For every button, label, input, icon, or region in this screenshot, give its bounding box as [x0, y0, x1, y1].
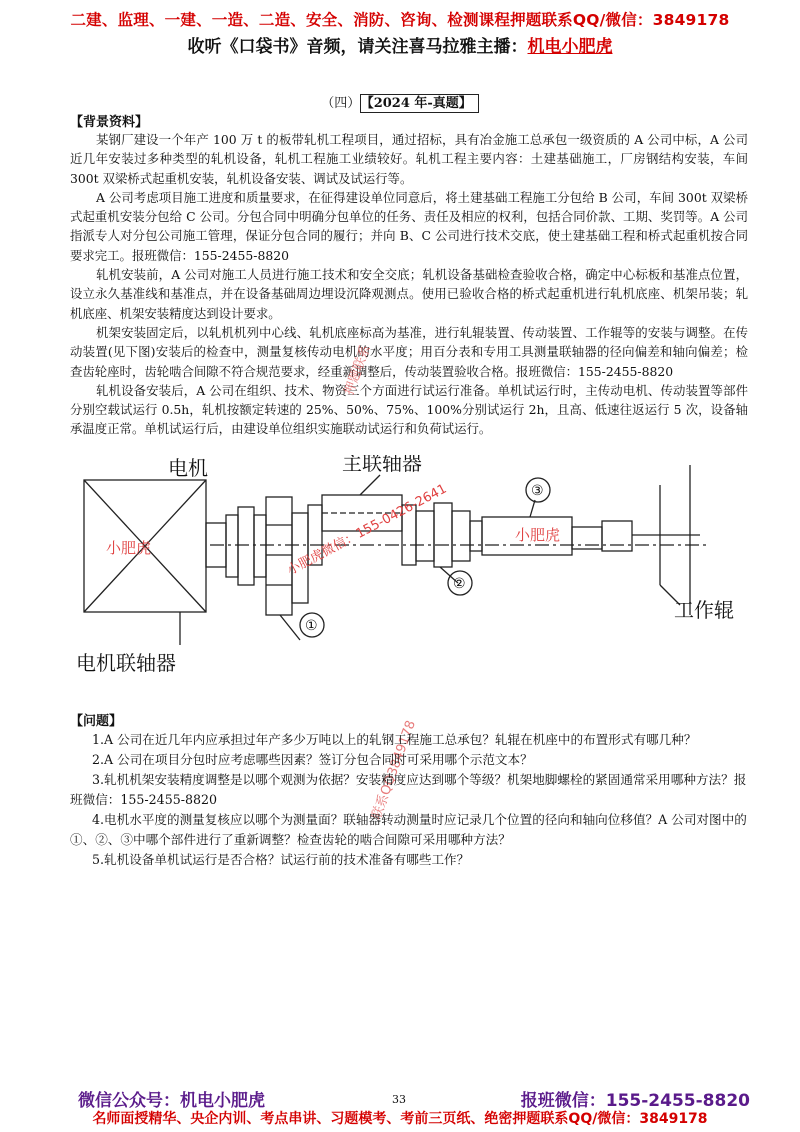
watermark-diagonal: 押题联系	[341, 343, 374, 398]
footer-promo-line: 名师面授精华、央企内训、考点串讲、习题模考、考前三页纸、绝密押题联系QQ/微信：3849178	[92, 1111, 708, 1127]
label-motor: 电机	[168, 456, 208, 480]
label-main-coupling: 主联轴器	[342, 455, 422, 475]
background-paragraph: A 公司考虑项目施工进度和质量要求，在征得建设单位同意后，将土建基础工程施工分包给 B 公司，车间 300t 双梁桥式起重机安装分包给 C 公司。分包合同中明确分包单位的任务、责任及相应的权利，包括合同价款、工期、奖罚等。A 公司指派专人对分包公司施工管理，保证分包合同的履行；并向 B、C 公司进行技术交底，使土建基础工程和桥式起重机按合同要求完工。报班微信：155-2455-8820	[70, 189, 748, 263]
page-number: 33	[392, 1093, 406, 1106]
transmission-diagram-svg	[60, 455, 750, 695]
section-title	[0, 92, 800, 111]
question-item: 3.轧机机架安装精度调整是以哪个观测为依据？安装精度应达到哪个等级？机架地脚螺栓的紧固通常采用哪种方法？报班微信：155-2455-8820	[70, 772, 747, 807]
questions-heading: 【问题】	[70, 714, 123, 729]
footer-enroll-wechat: 报班微信：155-2455-8820	[520, 1091, 750, 1111]
questions-list	[70, 730, 756, 870]
label-circle-2: ②	[453, 576, 466, 592]
footer-wechat-account: 微信公众号：机电小肥虎	[78, 1091, 265, 1111]
background-paragraph: 轧机安装前，A 公司对施工人员进行施工技术和安全交底；轧机设备基础检查验收合格，确定中心标板和基准点位置，设立永久基准线和基准点，并在设备基础周边埋设沉降观测点。使用已验收合格的桥式起重机进行轧机底座、机架吊装；轧机底座、机架安装精度达到设计要求。	[70, 267, 748, 321]
label-circle-3: ③	[531, 483, 544, 499]
watermark-diagram-left: 小肥虎	[106, 539, 152, 557]
header-promo-line: 二建、监理、一建、一造、二造、安全、消防、咨询、检测课程押题联系QQ/微信：3849178	[70, 11, 730, 29]
background-body	[70, 130, 748, 439]
header-subtitle	[0, 32, 800, 57]
section-year-badge: 【2024 年-真题】	[360, 94, 479, 113]
gear-seat-1	[266, 497, 292, 615]
transmission-diagram	[60, 455, 750, 695]
section-prefix: （四）	[321, 96, 361, 111]
background-paragraph: 某钢厂建设一个年产 100 万 t 的板带轧机工程项目，通过招标，具有冶金施工总承包一级资质的 A 公司中标，A 公司近几年安装过多种类型的轧机设备，轧机工程施工业绩较好。轧机工程主要内容：土建基础施工，厂房钢结构安装，车间 300t 双梁桥式起重机安装，轧机设备安装、调试及试运行等。	[70, 132, 748, 186]
question-item: 4.电机水平度的测量复核应以哪个为测量面？联轴器转动测量时应记录几个位置的径向和轴向位移值？A 公司对图中的①、②、③中哪个部件进行了重新调整？检查齿轮的啮合间隙可采用哪种方法？	[70, 812, 747, 847]
label-circle-1: ①	[305, 618, 318, 634]
watermark-diagram-right: 小肥虎	[515, 526, 561, 544]
watermark-diagonal: 联系QQ3849178	[369, 718, 419, 822]
watermark-diagram-diagonal: 小肥虎微信：155-0426-2641	[284, 481, 450, 579]
label-motor-coupling: 电机联轴器	[76, 651, 176, 675]
question-item: 2.A 公司在项目分包时应考虑哪些因素？签订分包合同时可采用哪个示范文本？	[92, 752, 533, 767]
header-anchor-name: 机电小肥虎	[527, 37, 613, 57]
background-paragraph: 机架安装固定后，以轧机机列中心线、轧机底座标高为基准，进行轧辊装置、传动装置、工作辊等的安装与调整。在传动装置(见下图)安装后的检查中，测量复核传动电机的水平度；用百分表和专用工具测量联轴器的径向偏差和轴向偏差；检查齿轮座时，齿轮啮合间隙不符合规范要求，经重新调整后，传动装置验收合格。报班微信：155-2455-8820	[70, 324, 748, 379]
label-work-roll: 工作辊	[674, 598, 734, 622]
background-heading: 【背景资料】	[70, 115, 149, 130]
header-subtitle-text: 收听《口袋书》音频，请关注喜马拉雅主播：	[187, 37, 528, 57]
question-item: 1.A 公司在近几年内应承担过年产多少万吨以上的轧钢工程施工总承包？轧辊在机座中的布置形式有哪几种？	[92, 732, 697, 747]
component-2	[434, 503, 452, 567]
question-item: 5.轧机设备单机试运行是否合格？试运行前的技术准备有哪些工作？	[92, 852, 470, 867]
background-paragraph: 轧机设备安装后，A 公司在组织、技术、物资三个方面进行试运行准备。单机试运行时，主传动电机、传动装置等部件分别空载试运行 0.5h，轧机按额定转速的 25%、50%、75%、100%分别试运行 2h，且高、低速往返运行 5 次，设备轴承温度正常。单机试运行后，由建设单位组织实施联动试运行和负荷试运行。	[70, 382, 748, 437]
